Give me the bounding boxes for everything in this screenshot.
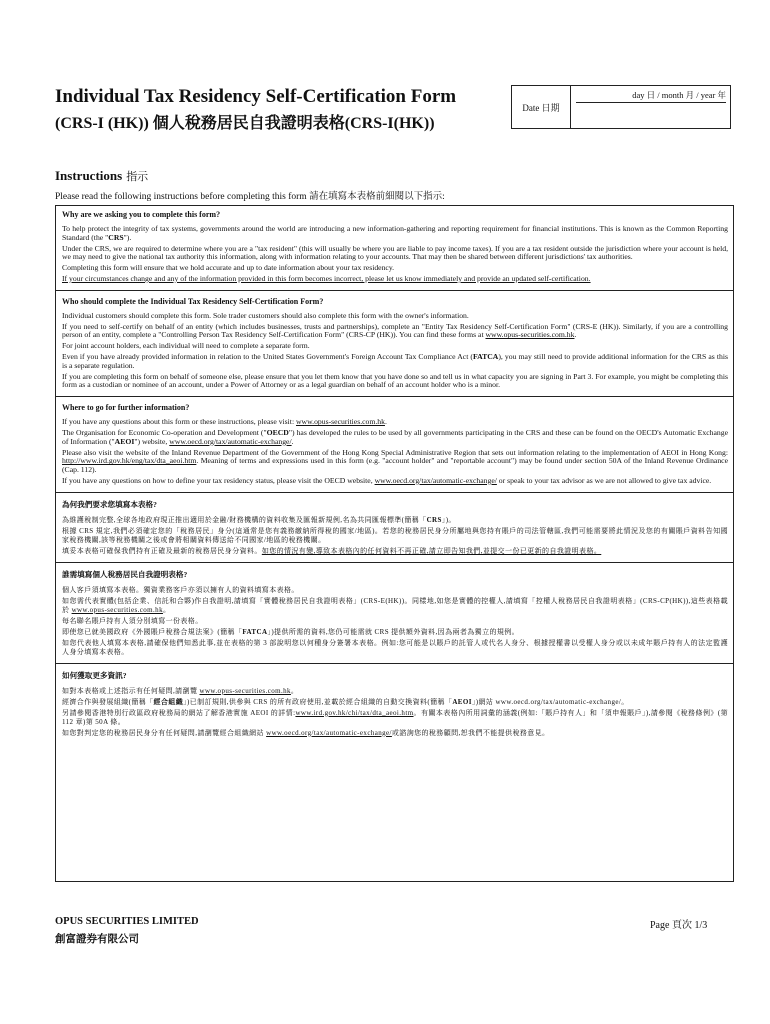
text: ), you may still need to provide additional information for the CRS as this is a separate regulation. (62, 351, 728, 370)
heading-who-en: Who should complete the Individual Tax Residency Self-Certification Form? (62, 296, 324, 306)
text: To help protect the integrity of tax systems, governments around the world are introducing a new information-gathering and reporting requirement for financial institutions. This is known as the Common Reporting Standard (the " (62, 224, 728, 242)
heading-where-zh: 如何獲取更多資訊? (62, 670, 127, 680)
text: "). (123, 232, 132, 242)
paragraph: 個人客戶須填寫本表格。獨資業務客戶亦須以擁有人的資料填寫本表格。 (62, 585, 299, 594)
paragraph: 根據 CRS 規定,我們必須確定您的「稅務居民」身分(這通常是您有義務繳納所得稅的國家/地區)。若您的稅務居民身分所屬地與您持有賬戶的司法管轄區,我們可能需要將此情況及您的有關賬戶資料告知國家稅務機關,該等稅務機關之後或會將相關資料傳送給不同國家/地區的稅務機關。 (62, 526, 728, 544)
bold-text: AEOI (114, 436, 135, 446)
text: 。 (621, 697, 629, 706)
instructions-box (55, 205, 734, 882)
text: 」)。 (441, 515, 456, 524)
paragraph (62, 687, 728, 696)
bold-text: OECD (266, 427, 289, 437)
text: 為維護稅制完整,全球各地政府現正推出適用於金融/財務機構的資料收集及匯報新規例,名為共同匯報標準(簡稱「 (62, 515, 427, 524)
text: . (291, 436, 294, 446)
date-box (511, 85, 731, 129)
divider (56, 492, 734, 493)
text: Please also visit the website of the Inland Revenue Department of the Government of the Hong Kong Special Administrative Region that sets out information relating to the implementation of AEOI in Hong Kong: (62, 447, 728, 457)
bold-text: FATCA (242, 627, 268, 636)
oecd-link[interactable]: www.oecd.org/tax/automatic-exchange/ (266, 728, 392, 737)
paragraph (62, 449, 728, 475)
paragraph (62, 353, 728, 371)
text: ") website, (134, 436, 170, 446)
form-title: Individual Tax Residency Self-Certification Form (55, 86, 457, 107)
text: . (574, 330, 577, 340)
divider (56, 562, 734, 563)
divider (56, 396, 734, 397)
paragraph: 每名聯名賬戶持有人須分別填寫一份表格。 (62, 616, 203, 625)
text: 經濟合作與發展組織(簡稱「 (62, 697, 154, 706)
bold-text: CRS (108, 232, 124, 242)
bold-text: AEOI (452, 697, 472, 706)
text: ") has developed the rules to be used by all governments participating in the CRS and these can be found on the OECD's Automatic Exchange of Information (" (62, 427, 728, 446)
divider (56, 290, 734, 291)
text: 如您對判定您的稅務居民身分有任何疑問,請瀏覽經合組織網站 (62, 728, 267, 737)
text: 。有關本表格內所用詞彙的涵義(例如:「賬戶持有人」和「須申報賬戶」),請參閱《稅務條例》(第 112 章)第 50A 條。 (62, 708, 728, 726)
text: 」)提供所需的資料,您仍可能需就 CRS 提供額外資料,因為兩者為獨立的規例。 (267, 627, 520, 636)
text: If you have any questions on how to define your tax residency status, please visit the OECD website, (62, 475, 375, 485)
text: 填妥本表格可確保我們持有正確及最新的稅務居民身分資料。 (62, 546, 262, 555)
paragraph: If you are completing this form on behalf of someone else, please ensure that you let them know that you have done so and tell us in what capacity you are signing in Part 3. For example, you might be completing this form as a custodian or nominee of an account, under a Power of Attorney or as a legal guardian on behalf of an account holder who is a minor. (62, 371, 728, 390)
text: . Meaning of terms and expressions used in this form (e.g. "account holder" and "reportable account") may be found under section 50A of the Inland Revenue Ordinance (Cap. 112). (62, 456, 728, 475)
heading-who-zh: 誰需填寫個人稅務居民自我證明表格? (62, 569, 188, 579)
text: 或諮詢您的稅務顧問,恕我們不能提供稅務意見。 (391, 728, 550, 737)
website-link[interactable]: www.opus-securities.com.hk (485, 330, 575, 340)
paragraph (62, 547, 728, 556)
paragraph (62, 516, 728, 525)
heading-why-en: Why are we asking you to complete this form? (62, 210, 221, 219)
text: 。 (162, 605, 171, 614)
text: If you have any questions about this form or these instructions, please visit: (62, 417, 296, 427)
paragraph (62, 225, 728, 243)
text: The Organisation for Economic Co-operation and Development (" (62, 427, 267, 437)
website-link[interactable]: www.opus-securities.com.hk (199, 686, 291, 695)
text: 即使您已就美國政府《外國賬戶稅務合規法案》(簡稱「 (62, 627, 243, 636)
paragraph: For joint account holders, each individual will need to complete a separate form. (62, 341, 310, 351)
text: or speak to your tax advisor as we are not allowed to give tax advice. (496, 475, 712, 485)
text: 」)網站 (471, 697, 496, 706)
date-format-hint: day 日 / month 月 / year 年 (632, 90, 726, 100)
bold-text: 經合組織 (153, 697, 184, 706)
text: 」)已制訂規則,供參與 CRS 的所有政府使用,並載於經合組織的自動交換資料(簡稱「 (183, 697, 453, 706)
paragraph (62, 323, 728, 341)
paragraph (62, 709, 728, 727)
bold-text: CRS (426, 515, 442, 524)
oecd-link[interactable]: www.oecd.org/tax/automatic-exchange/ (374, 475, 497, 485)
text: If you need to self-certify on behalf of an entity (which includes businesses, trusts and partnerships), complete an "Entity Tax Residency Self-Certification Form" (CRS-E (HK)). Similarly, if you are a controlling person of an entity, complete a "Controlling Person Tax Residency Self-Certification Form" (CRS-CP (HK)). You can find these forms at (62, 321, 728, 340)
text: Even if you have already provided information in relation to the United States Government's Foreign Account Tax Compliance Act ( (62, 351, 473, 361)
paragraph (62, 418, 728, 427)
paragraph (62, 477, 728, 486)
text: 如您需代表實體(包括企業、信託和合夥)作自我證明,請填寫「實體稅務居民自我證明表格」(CRS-E(HK))。同樣地,如您是實體的控權人,請填寫「控權人稅務居民自我證明表格」(CRS-CP(HK)),這些表格載於 (62, 596, 728, 614)
text: 另請參閱香港特別行政區政府稅務局的網站了解香港實施 AEOI 的詳情: (62, 708, 296, 717)
divider (56, 663, 734, 664)
heading-where-en: Where to go for further information? (62, 403, 190, 413)
paragraph (62, 429, 728, 447)
paragraph (62, 698, 728, 707)
date-input-line[interactable] (576, 102, 726, 103)
ird-link[interactable]: http://www.ird.gov.hk/eng/tax/dta_aeoi.htm (62, 456, 197, 466)
paragraph: Individual customers should complete this form. Sole trader customers should also complete this form with the owner's information. (62, 310, 469, 320)
paragraph: Under the CRS, we are required to determine where you are a "tax resident" (this will usually be where you are liable to pay income taxes). If you are a tax resident outside the jurisdiction where your account is held, we may need to give the national tax authority this information, along with information relating to your accounts. That may then be shared between different jurisdictions' tax authorities. (62, 243, 728, 262)
company-name-zh: 創富證券有限公司 (55, 934, 139, 945)
page-number: Page 頁次 1/3 (650, 920, 708, 931)
instructions-title-zh: 指示 (126, 171, 149, 183)
instructions-title (55, 168, 148, 184)
paragraph (62, 597, 728, 615)
paragraph (62, 729, 728, 738)
oecd-link[interactable]: www.oecd.org/tax/automatic-exchange/ (495, 697, 622, 706)
instructions-intro: Please read the following instructions before completing this form 請在填寫本表格前細閱以下指示: (55, 192, 445, 202)
paragraph (62, 628, 728, 637)
text: 如對本表格或上述指示有任何疑問,請瀏覽 (62, 686, 200, 695)
oecd-link[interactable]: www.oecd.org/tax/automatic-exchange/ (169, 436, 292, 446)
heading-why-zh: 為何我們要求您填寫本表格? (62, 499, 157, 509)
company-name-en: OPUS SECURITIES LIMITED (55, 916, 199, 927)
paragraph-underlined: If your circumstances change and any of the information provided in this form becomes incorrect, please let us know immediately and provide an updated self-certification. (62, 273, 591, 283)
instructions-title-en: Instructions (55, 168, 123, 183)
ird-link[interactable]: www.ird.gov.hk/chi/tax/dta_aeoi.htm (295, 708, 414, 717)
website-link[interactable]: www.opus-securities.com.hk (296, 417, 385, 427)
text: . (384, 417, 387, 427)
date-label: Date 日期 (512, 86, 571, 128)
website-link[interactable]: www.opus-securities.com.hk (71, 605, 163, 614)
text: 。 (290, 686, 299, 695)
form-subtitle: (CRS-I (HK)) 個人稅務居民自我證明表格(CRS-I(HK)) (55, 115, 435, 132)
underlined-text: 如您的情況有變,導致本表格內的任何資料不再正確,請立即告知我們,並提交一份已更新的自我證明表格。 (261, 546, 602, 555)
paragraph: Completing this form will ensure that we hold accurate and up to date information about your tax residency. (62, 263, 395, 273)
bold-text: FATCA (473, 351, 499, 361)
paragraph: 如您代表他人填寫本表格,請確保他們知悉此事,並在表格的第 3 部說明您以何種身分簽署本表格。例如:您可能是以賬戶的託管人或代名人身分、根據授權書以受權人身分或以未成年賬戶持有人的法定監護人身分填寫本表格。 (62, 638, 728, 656)
